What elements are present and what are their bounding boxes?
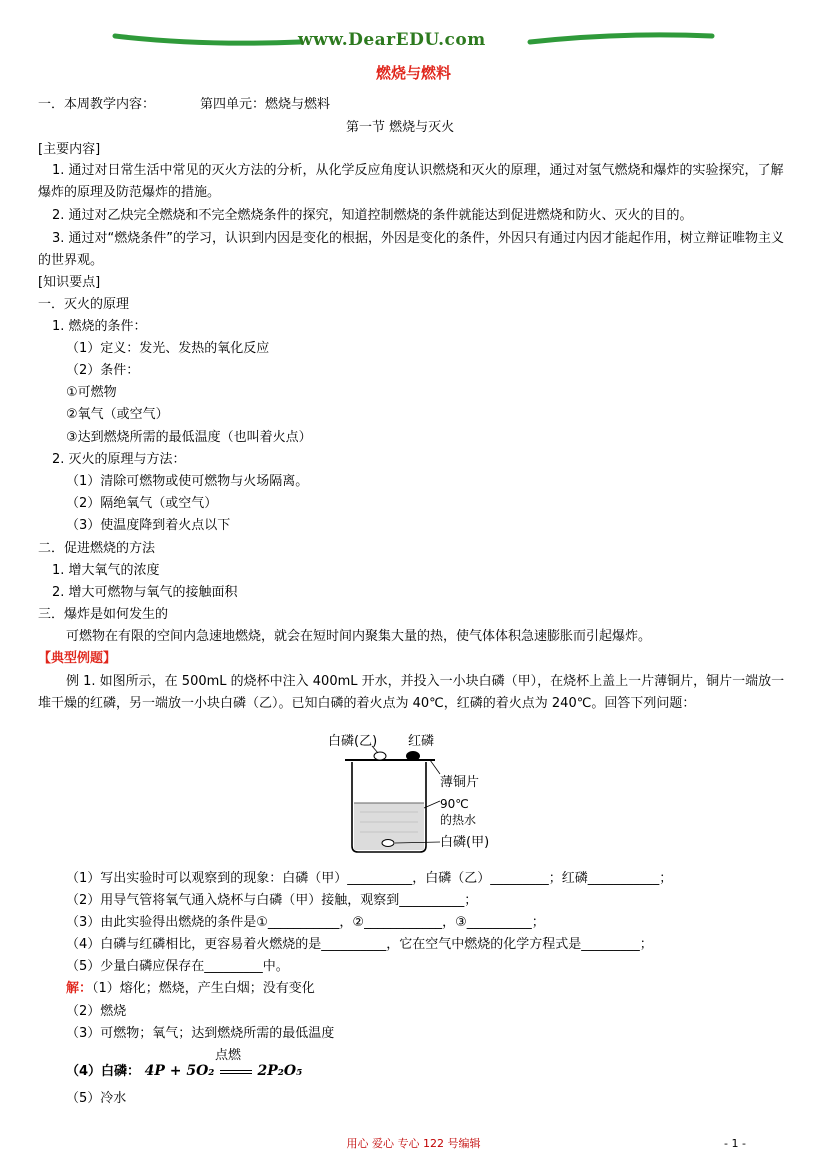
question-1: （1）写出实验时可以观察到的现象：白磷（甲）__________，白磷（乙）_________；红磷___________； bbox=[66, 871, 673, 886]
beaker-diagram bbox=[320, 728, 520, 858]
label-copper: 薄铜片 bbox=[440, 775, 480, 790]
answer-2: （2）燃烧 bbox=[66, 1004, 127, 1019]
label-white-p-a: 白磷(甲) bbox=[440, 835, 490, 850]
k1-c1: ①可燃物 bbox=[66, 385, 117, 400]
k1-c3: ③达到燃烧所需的最低温度（也叫着火点） bbox=[66, 430, 312, 445]
white-phosphorus-b-icon bbox=[374, 752, 386, 760]
question-4: （4）白磷与红磷相比，更容易着火燃烧的是__________，它在空气中燃烧的化学方程式是_________； bbox=[66, 937, 653, 952]
site-url[interactable]: www.DearEDU.com bbox=[298, 30, 486, 50]
k1-2a: （1）清除可燃物或使可燃物与火场隔离。 bbox=[66, 474, 309, 489]
red-phosphorus-icon bbox=[406, 751, 420, 761]
answer-4-prefix: （4）白磷： bbox=[66, 1064, 141, 1079]
answer-3: （3）可燃物；氧气；达到燃烧所需的最低温度 bbox=[66, 1026, 335, 1041]
equation-lhs: 4P + 5O₂ bbox=[144, 1063, 215, 1079]
example-text: 例 1. 如图所示，在 500mL 的烧杯中注入 400mL 开水，并投入一小块白磷（甲），在烧杯上盖上一片薄铜片，铜片一端放一堆干燥的红磷，另一端放一小块白磷（乙）。已知白磷的着火点为 40℃，红磷的着火点为 240℃。回答下列问题： bbox=[38, 674, 785, 711]
main-item-1: 1. 通过对日常生活中常见的灭火方法的分析，从化学反应角度认识燃烧和灭火的原理，通过对氢气燃烧和爆炸的实验探究，了解爆炸的原理及防范爆炸的措施。 bbox=[38, 163, 784, 200]
k2-heading: 二．促进燃烧的方法 bbox=[38, 541, 156, 556]
k1-1a: （1）定义：发光、发热的氧化反应 bbox=[66, 341, 270, 356]
k3-text: 可燃物在有限的空间内急速地燃烧，就会在短时间内聚集大量的热，使气体体积急速膨胀而引起爆炸。 bbox=[66, 629, 652, 644]
k1-2c: （3）使温度降到着火点以下 bbox=[66, 518, 231, 533]
page-title: 燃烧与燃料 bbox=[375, 64, 451, 82]
k1-2: 2. 灭火的原理与方法： bbox=[52, 452, 186, 467]
main-item-3: 3. 通过对“燃烧条件”的学习，认识到内因是变化的根据，外因是变化的条件，外因只有通过内因才能起作用，树立辩证唯物主义的世界观。 bbox=[38, 231, 785, 268]
label-hot-water: 的热水 bbox=[440, 813, 477, 827]
equation-condition: 点燃 bbox=[214, 1048, 241, 1063]
white-phosphorus-a-icon bbox=[382, 840, 394, 847]
label-red-p: 红磷 bbox=[408, 734, 435, 749]
k3-heading: 三．爆炸是如何发生的 bbox=[38, 607, 169, 622]
k2-2: 2. 增大可燃物与氧气的接触面积 bbox=[52, 585, 238, 600]
label-white-p-b: 白磷(乙) bbox=[328, 734, 378, 749]
k2-1: 1. 增大氧气的浓度 bbox=[52, 563, 160, 578]
question-2: （2）用导气管将氧气通入烧杯与白磷（甲）接触，观察到__________； bbox=[66, 893, 478, 908]
main-heading: [主要内容] bbox=[38, 142, 101, 157]
main-item-2: 2. 通过对乙炔完全燃烧和不完全燃烧条件的探究，知道控制燃烧的条件就能达到促进燃烧和防火、灭火的目的。 bbox=[52, 208, 693, 223]
unit-label: 第四单元：燃烧与燃料 bbox=[200, 97, 331, 112]
question-3: （3）由此实验得出燃烧的条件是①___________，②____________，③__________； bbox=[66, 915, 545, 930]
k1-1: 1. 燃烧的条件： bbox=[52, 319, 147, 334]
knowledge-heading: [知识要点] bbox=[38, 275, 101, 290]
answer-4 bbox=[66, 1048, 303, 1081]
example-heading: 【典型例题】 bbox=[38, 651, 117, 666]
equation-arrow bbox=[214, 1048, 253, 1081]
equation-rhs: 2P₂O₅ bbox=[257, 1063, 303, 1079]
answer-5: （5）冷水 bbox=[66, 1091, 127, 1106]
k1-c2: ②氧气（或空气） bbox=[66, 407, 169, 422]
section-subtitle: 第一节 燃烧与灭火 bbox=[346, 120, 455, 135]
footer-text: 用心 爱心 专心 122 号编辑 bbox=[346, 1137, 481, 1150]
answer-1: （1）熔化；燃烧，产生白烟；没有变化 bbox=[92, 981, 315, 996]
answer-label: 解： bbox=[66, 981, 93, 996]
page-number: - 1 - bbox=[724, 1137, 746, 1150]
k1-heading: 一．灭火的原理 bbox=[38, 297, 130, 312]
k1-1b: （2）条件： bbox=[66, 363, 140, 378]
question-5: （5）少量白磷应保存在_________中。 bbox=[66, 959, 289, 974]
label-temp: 90℃ bbox=[440, 797, 469, 811]
k1-2b: （2）隔绝氧气（或空气） bbox=[66, 496, 218, 511]
section-label: 一．本周教学内容： bbox=[38, 97, 156, 112]
